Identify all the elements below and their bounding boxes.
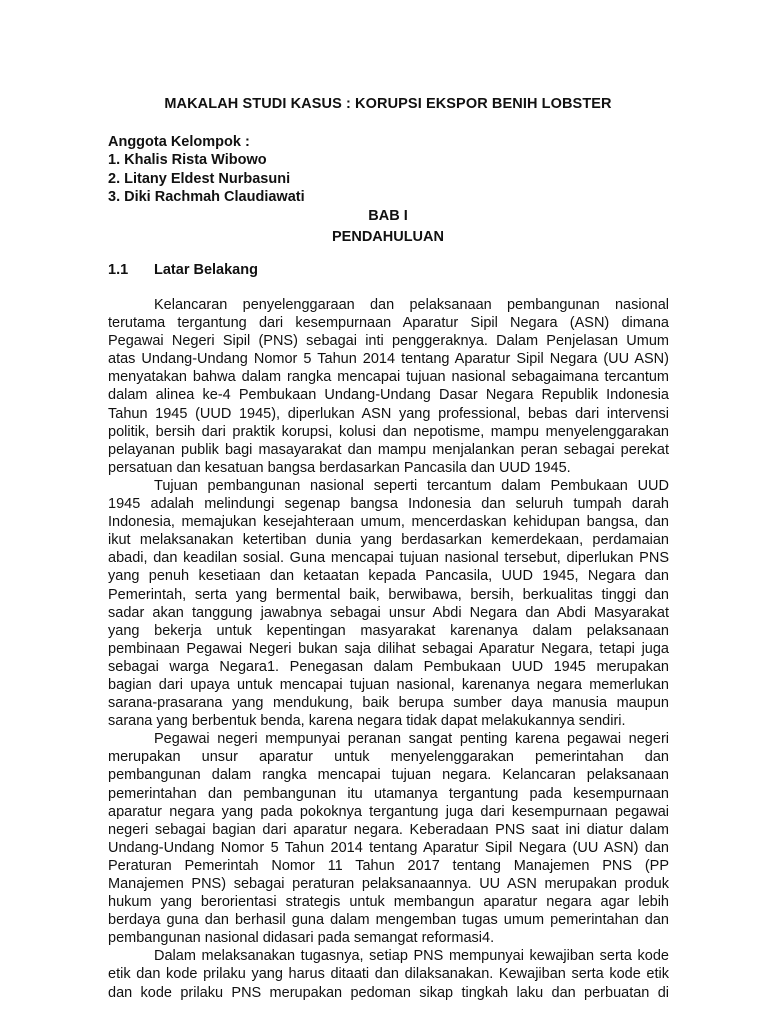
members-heading: Anggota Kelompok : — [108, 134, 250, 150]
paragraph-line: sebagai warga Negara1. Penegasan dalam Pembukaan UUD 1945 merupakan — [108, 658, 669, 675]
paragraph-line: pemerintahan dan pembangunan itu utamanya tergantung pada kesempurnaan — [108, 785, 669, 802]
paragraph-line: Tahun 1945 (UUD 1945), diperlukan ASN yang professional, bebas dari intervensi — [108, 405, 669, 422]
paragraph-line: Dalam melaksanakan tugasnya, setiap PNS mempunyai kewajiban serta kode — [154, 948, 669, 965]
member-item: 1. Khalis Rista Wibowo — [108, 152, 267, 169]
section-heading — [108, 262, 258, 278]
paragraph — [108, 296, 669, 477]
paragraph-line: sadar akan tanggung jawabnya sebagai unsur Abdi Negara dan Abdi Masyarakat — [108, 604, 669, 621]
member-list — [108, 133, 305, 206]
paragraph-line: etik dan kode prilaku yang harus ditaati dan dilaksanakan. Kewajiban serta kode etik — [108, 966, 669, 983]
paragraph-line: Peraturan Pemerintah Nomor 11 Tahun 2017 tentang Manajemen PNS (PP — [108, 857, 669, 874]
paragraph-line: ikut melaksanakan ketertiban dunia yang berdasarkan kemerdekaan, perdamaian — [108, 532, 669, 549]
section-title: Latar Belakang — [154, 262, 258, 278]
paragraph-line: menyatakan bahwa dalam rangka mencapai tujuan nasional sebagaimana tercantum — [108, 369, 669, 386]
paragraph-line: merupakan unsur aparatur untuk menyelenggarakan pemerintahan dan — [108, 749, 669, 766]
paragraph-line: politik, bersih dari praktik korupsi, kolusi dan nepotisme, mampu menyelenggarakan — [108, 423, 669, 440]
paragraph-line: Tujuan pembangunan nasional seperti tercantum dalam Pembukaan UUD — [154, 477, 669, 494]
paragraph-line: Undang-Undang Nomor 5 Tahun 2014 tentang Aparatur Sipil Negara (UU ASN) dan — [108, 839, 669, 856]
paragraph-line: pembangunan dalam rangka mencapai tujuan negara. Kelancaran pelaksanaan — [108, 767, 669, 784]
paragraph-line: terutama tergantung dari kesempurnaan Aparatur Sipil Negara (ASN) dimana — [108, 315, 669, 332]
paragraph-line: pelayanan publik bagi masayarakat dan mampu menjalankan peran sebagai perekat — [108, 441, 669, 458]
paragraph-line: pembangunan nasional didasari pada semangat reformasi4. — [108, 930, 495, 947]
paragraph-line: Indonesia, memajukan kesejahteraan umum, mencerdaskan kehidupan bangsa, dan — [108, 514, 669, 531]
paragraph — [108, 947, 669, 1001]
paragraph-line: berdaya guna dan berhasil guna dalam mengemban tugas umum pemerintahan dan — [108, 912, 669, 929]
paragraph-line: negeri sebagai bagian dari aparatur negara. Keberadaan PNS saat ini diatur dalam — [108, 821, 669, 838]
document-title: MAKALAH STUDI KASUS : KORUPSI EKSPOR BENIH LOBSTER — [164, 96, 612, 112]
paragraph-line: abadi, dan keadilan sosial. Guna mencapai tujuan nasional tersebut, diperlukan PNS — [108, 550, 669, 567]
paragraph-line: Kelancaran penyelenggaraan dan pelaksanaan pembangunan nasional — [154, 297, 669, 313]
paragraph-line: Pegawai negeri mempunyai peranan sangat penting karena pegawai negeri — [154, 731, 669, 748]
paragraph-line: sarana-prasarana yang mendukung, baik berupa sumber daya manusia maupun — [108, 695, 669, 712]
paragraph-line: dan kode prilaku PNS merupakan pedoman sikap tingkah laku dan perbuatan di — [108, 984, 669, 1001]
paragraph-line: yang bekerja untuk kepentingan masyarakat karenanya dalam pelaksanaan — [108, 622, 669, 639]
chapter-label: BAB I — [368, 208, 408, 224]
paragraph-line: hukum yang berorientasi strategis untuk membangun aparatur negara agar lebih — [108, 894, 669, 911]
paragraph-line: sarana yang berbentuk benda, karena negara tidak dapat melakukannya sendiri. — [108, 713, 626, 730]
paragraph-line: Manajemen PNS) sebagai peraturan pelaksanaannya. UU ASN merupakan produk — [108, 876, 669, 892]
member-item: 3. Diki Rachmah Claudiawati — [108, 188, 305, 205]
paragraph-line: persatuan dan kesatuan bangsa berdasarkan Pancasila dan UUD 1945. — [108, 459, 571, 476]
paragraph-line: dalam alinea ke-4 Pembukaan Undang-Undang Dasar Negara Republik Indonesia — [108, 387, 669, 404]
body-text — [108, 296, 669, 1002]
paragraph — [108, 477, 669, 730]
paragraph-line: 1945 adalah melindungi segenap bangsa Indonesia dan seluruh tumpah darah — [108, 496, 669, 513]
chapter-title: PENDAHULUAN — [332, 228, 444, 245]
paragraph — [108, 730, 669, 947]
paragraph-line: atas Undang-Undang Nomor 5 Tahun 2014 tentang Aparatur Sipil Negara (UU ASN) — [108, 351, 669, 368]
member-item: 2. Litany Eldest Nurbasuni — [108, 170, 291, 187]
paragraph-line: Pegawai Negeri Sipil (PNS) sebagai inti penggeraknya. Dalam Penjelasan Umum — [108, 333, 669, 350]
paragraph-line: Pemerintah, serta yang bermental baik, berwibawa, bersih, berkualitas tinggi dan — [108, 586, 669, 603]
paragraph-line: aparatur negara yang pada pokoknya tergantung juga dari kesempurnaan pegawai — [108, 803, 669, 820]
paragraph-line: yang penuh kesetiaan dan ketaatan kepada Pancasila, UUD 1945, Negara dan — [108, 568, 669, 585]
paragraph-line: bagian dari upaya untuk mencapai tujuan nasional, karenanya negara memerlukan — [108, 676, 669, 693]
chapter-heading — [108, 206, 668, 247]
section-number: 1.1 — [108, 262, 129, 278]
paragraph-line: pembinaan Pegawai Negeri bukan saja dilihat sebagai Aparatur Negara, tetapi juga — [108, 640, 669, 657]
